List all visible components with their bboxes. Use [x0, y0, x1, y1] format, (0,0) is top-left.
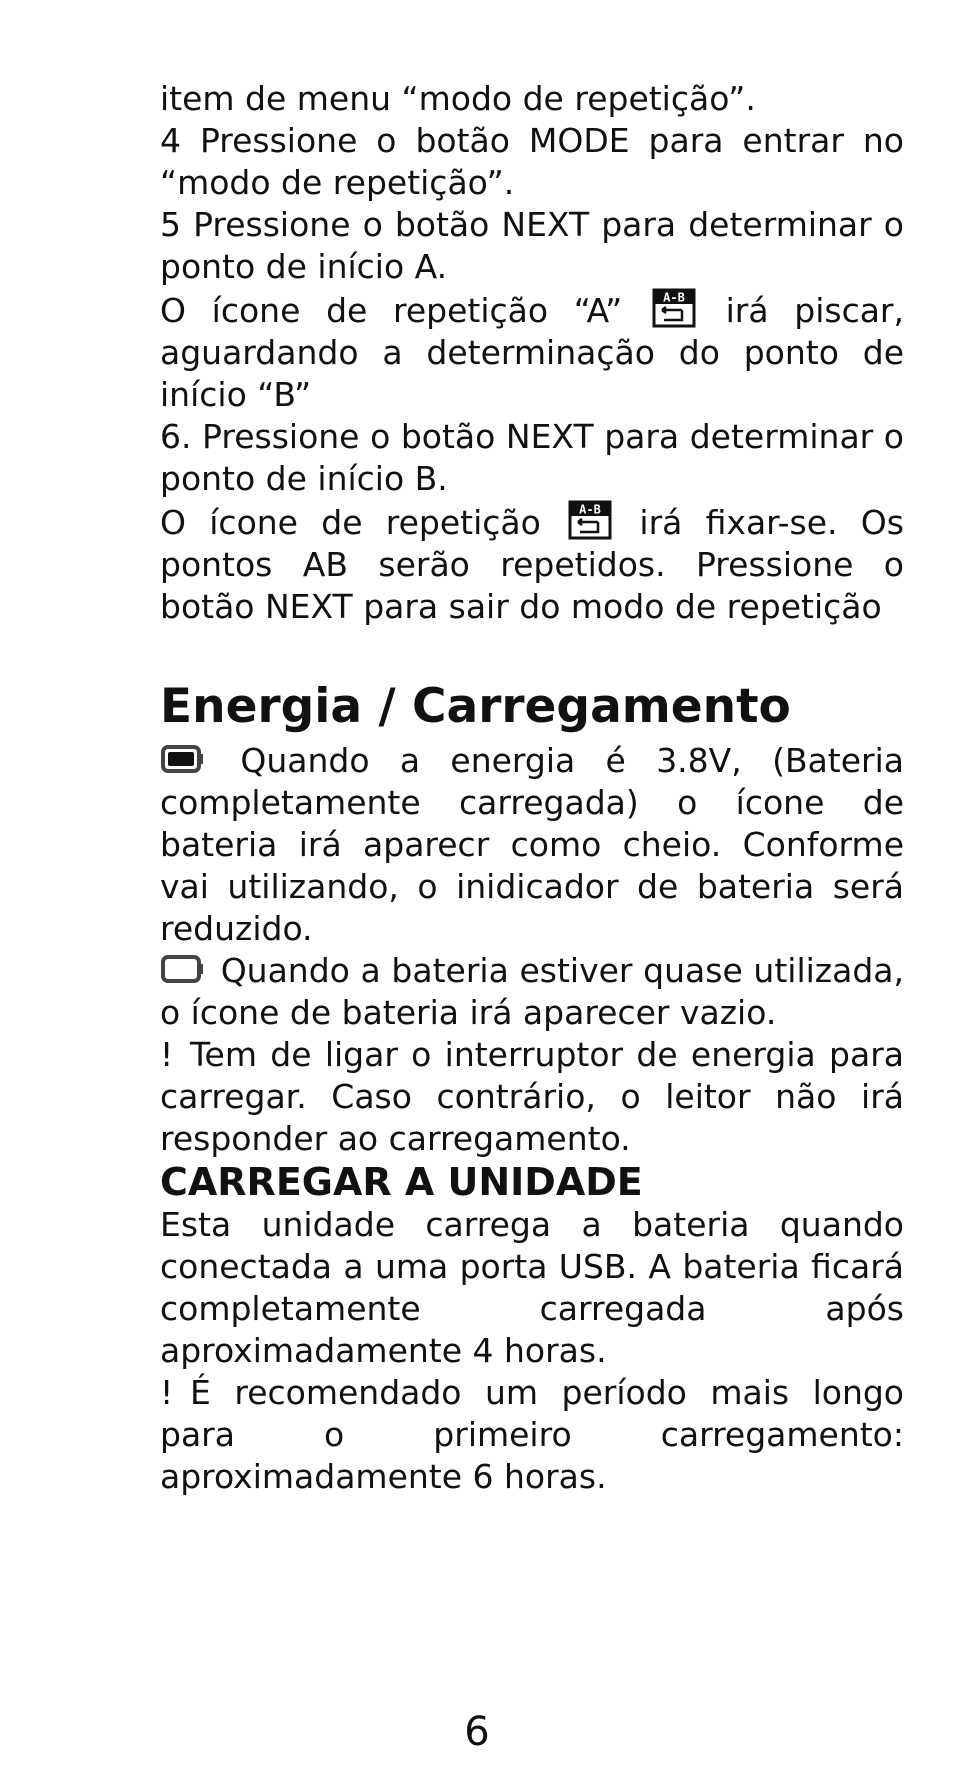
first-charge-note [160, 1372, 904, 1498]
repeat-ab-icon-label: A-B [579, 502, 601, 517]
page-number: 6 [464, 1709, 490, 1755]
battery-full-icon [160, 744, 204, 774]
repeat-a-blink-paragraph [160, 288, 904, 416]
repeat-fixed-paragraph [160, 500, 904, 628]
note-text: É recomendado um período mais longo para o primeiro carregamento: aproximadamente 6 horas. [160, 1373, 904, 1496]
battery-full-text: Quando a energia é 3.8V, (Bateria completamente carregada) o ícone de bateria irá aparecr como cheio. Conforme vai utilizando, o inidicador de bateria será reduzido. [160, 741, 905, 948]
repeat-a-text-before: O ícone de repetição “A” [160, 291, 623, 330]
repeat-fixed-text-before: O ícone de repetição [160, 503, 541, 542]
repeat-ab-icon [652, 288, 696, 328]
battery-empty-paragraph [160, 950, 904, 1034]
repeat-a-text-after: irá piscar, aguardando a determinação do ponto de início “B” [160, 291, 904, 414]
power-switch-warning [160, 1034, 904, 1160]
warning-text: Tem de ligar o interruptor de energia para carregar. Caso contrário, o leitor não irá responder ao carregamento. [160, 1035, 904, 1158]
battery-empty-text: Quando a bateria estiver quase utilizada, o ícone de bateria irá aparecer vazio. [160, 951, 904, 1032]
note-mark: ! [160, 1373, 174, 1412]
repeat-menu-item-text: item de menu “modo de repetição”. [160, 79, 756, 118]
repeat-fixed-text-after: irá fixar-se. Os pontos AB serão repetidos. Pressione o botão NEXT para sair do modo de repetição [160, 503, 904, 626]
battery-empty-icon [160, 954, 204, 984]
charge-heading: CARREGAR A UNIDADE [160, 1160, 643, 1204]
repeat-ab-icon [568, 500, 612, 540]
step-6-text: 6. Pressione o botão NEXT para determinar o ponto de início B. [160, 417, 904, 498]
step-5-text: 5 Pressione o botão NEXT para determinar o ponto de início A. [160, 205, 904, 286]
warning-mark: ! [160, 1035, 174, 1074]
battery-full-paragraph [160, 740, 904, 950]
manual-page-content [160, 78, 904, 1498]
repeat-ab-icon-label: A-B [663, 290, 685, 305]
step-4-text: 4 Pressione o botão MODE para entrar no “modo de repetição”. [160, 121, 904, 202]
charge-usb-paragraph: Esta unidade carrega a bateria quando conectada a uma porta USB. A bateria ficará completamente carregada após aproximadamente 4 horas. [160, 1205, 904, 1370]
energy-heading: Energia / Carregamento [160, 679, 791, 734]
